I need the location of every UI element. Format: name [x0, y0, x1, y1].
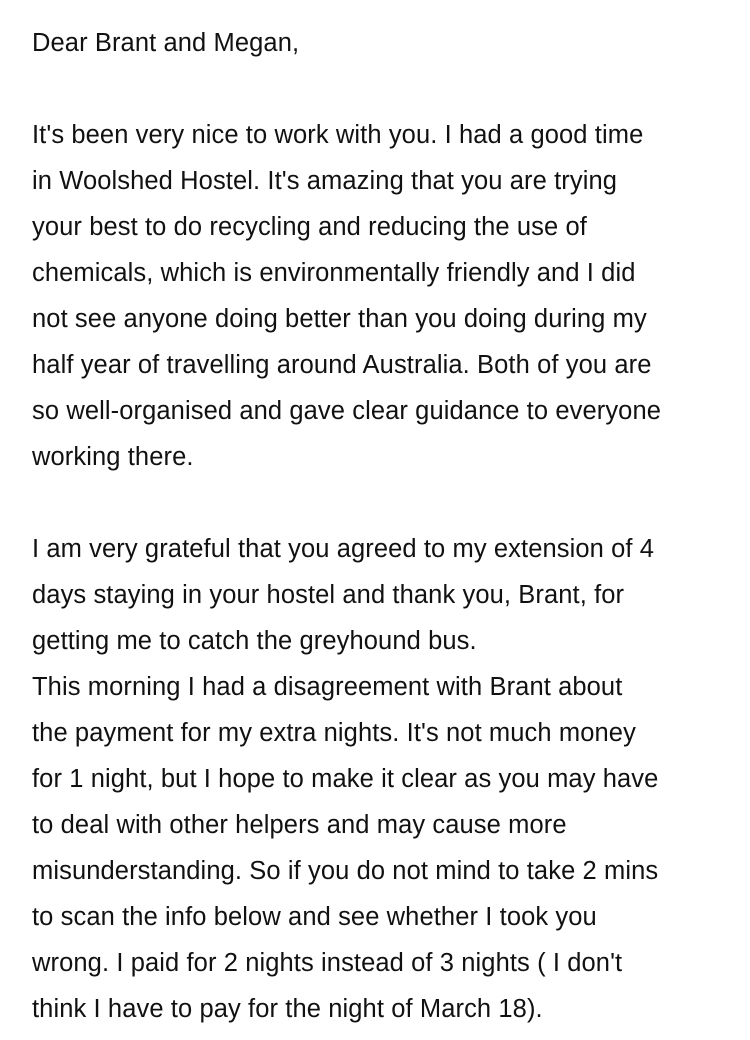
text-line: to deal with other helpers and may cause more	[32, 811, 567, 839]
text-line: not see anyone doing better than you doing during my	[32, 305, 647, 333]
text-line: chemicals, which is environmentally friendly and I did	[32, 259, 636, 287]
text-line: to scan the info below and see whether I took you	[32, 903, 597, 931]
text-line: misunderstanding. So if you do not mind to take 2 mins	[32, 857, 659, 885]
paragraph-2	[32, 526, 732, 664]
paragraph-gap	[32, 66, 732, 112]
text-line: I am very grateful that you agreed to my extension of 4	[32, 535, 655, 563]
text-line: This morning I had a disagreement with Brant about	[32, 673, 623, 701]
paragraph-3	[32, 664, 732, 1032]
text-line: for 1 night, but I hope to make it clear as you may have	[32, 765, 659, 793]
letter-body	[32, 20, 732, 1032]
paragraph-gap	[32, 480, 732, 526]
text-line: getting me to catch the greyhound bus.	[32, 627, 477, 655]
text-line: days staying in your hostel and thank you, Brant, for	[32, 581, 625, 609]
text-line: It's been very nice to work with you. I had a good time	[32, 121, 644, 149]
text-line: think I have to pay for the night of March 18).	[32, 995, 543, 1023]
text-line: wrong. I paid for 2 nights instead of 3 nights ( I don't	[32, 949, 623, 977]
text-line: so well-organised and gave clear guidance to everyone	[32, 397, 662, 425]
text-line: the payment for my extra nights. It's not much money	[32, 719, 636, 747]
text-line: working there.	[32, 443, 194, 471]
text-line: half year of travelling around Australia. Both of you are	[32, 351, 652, 379]
text-line: your best to do recycling and reducing the use of	[32, 213, 587, 241]
salutation: Dear Brant and Megan,	[32, 29, 300, 57]
paragraph-1	[32, 112, 732, 480]
text-line: in Woolshed Hostel. It's amazing that you are trying	[32, 167, 618, 195]
